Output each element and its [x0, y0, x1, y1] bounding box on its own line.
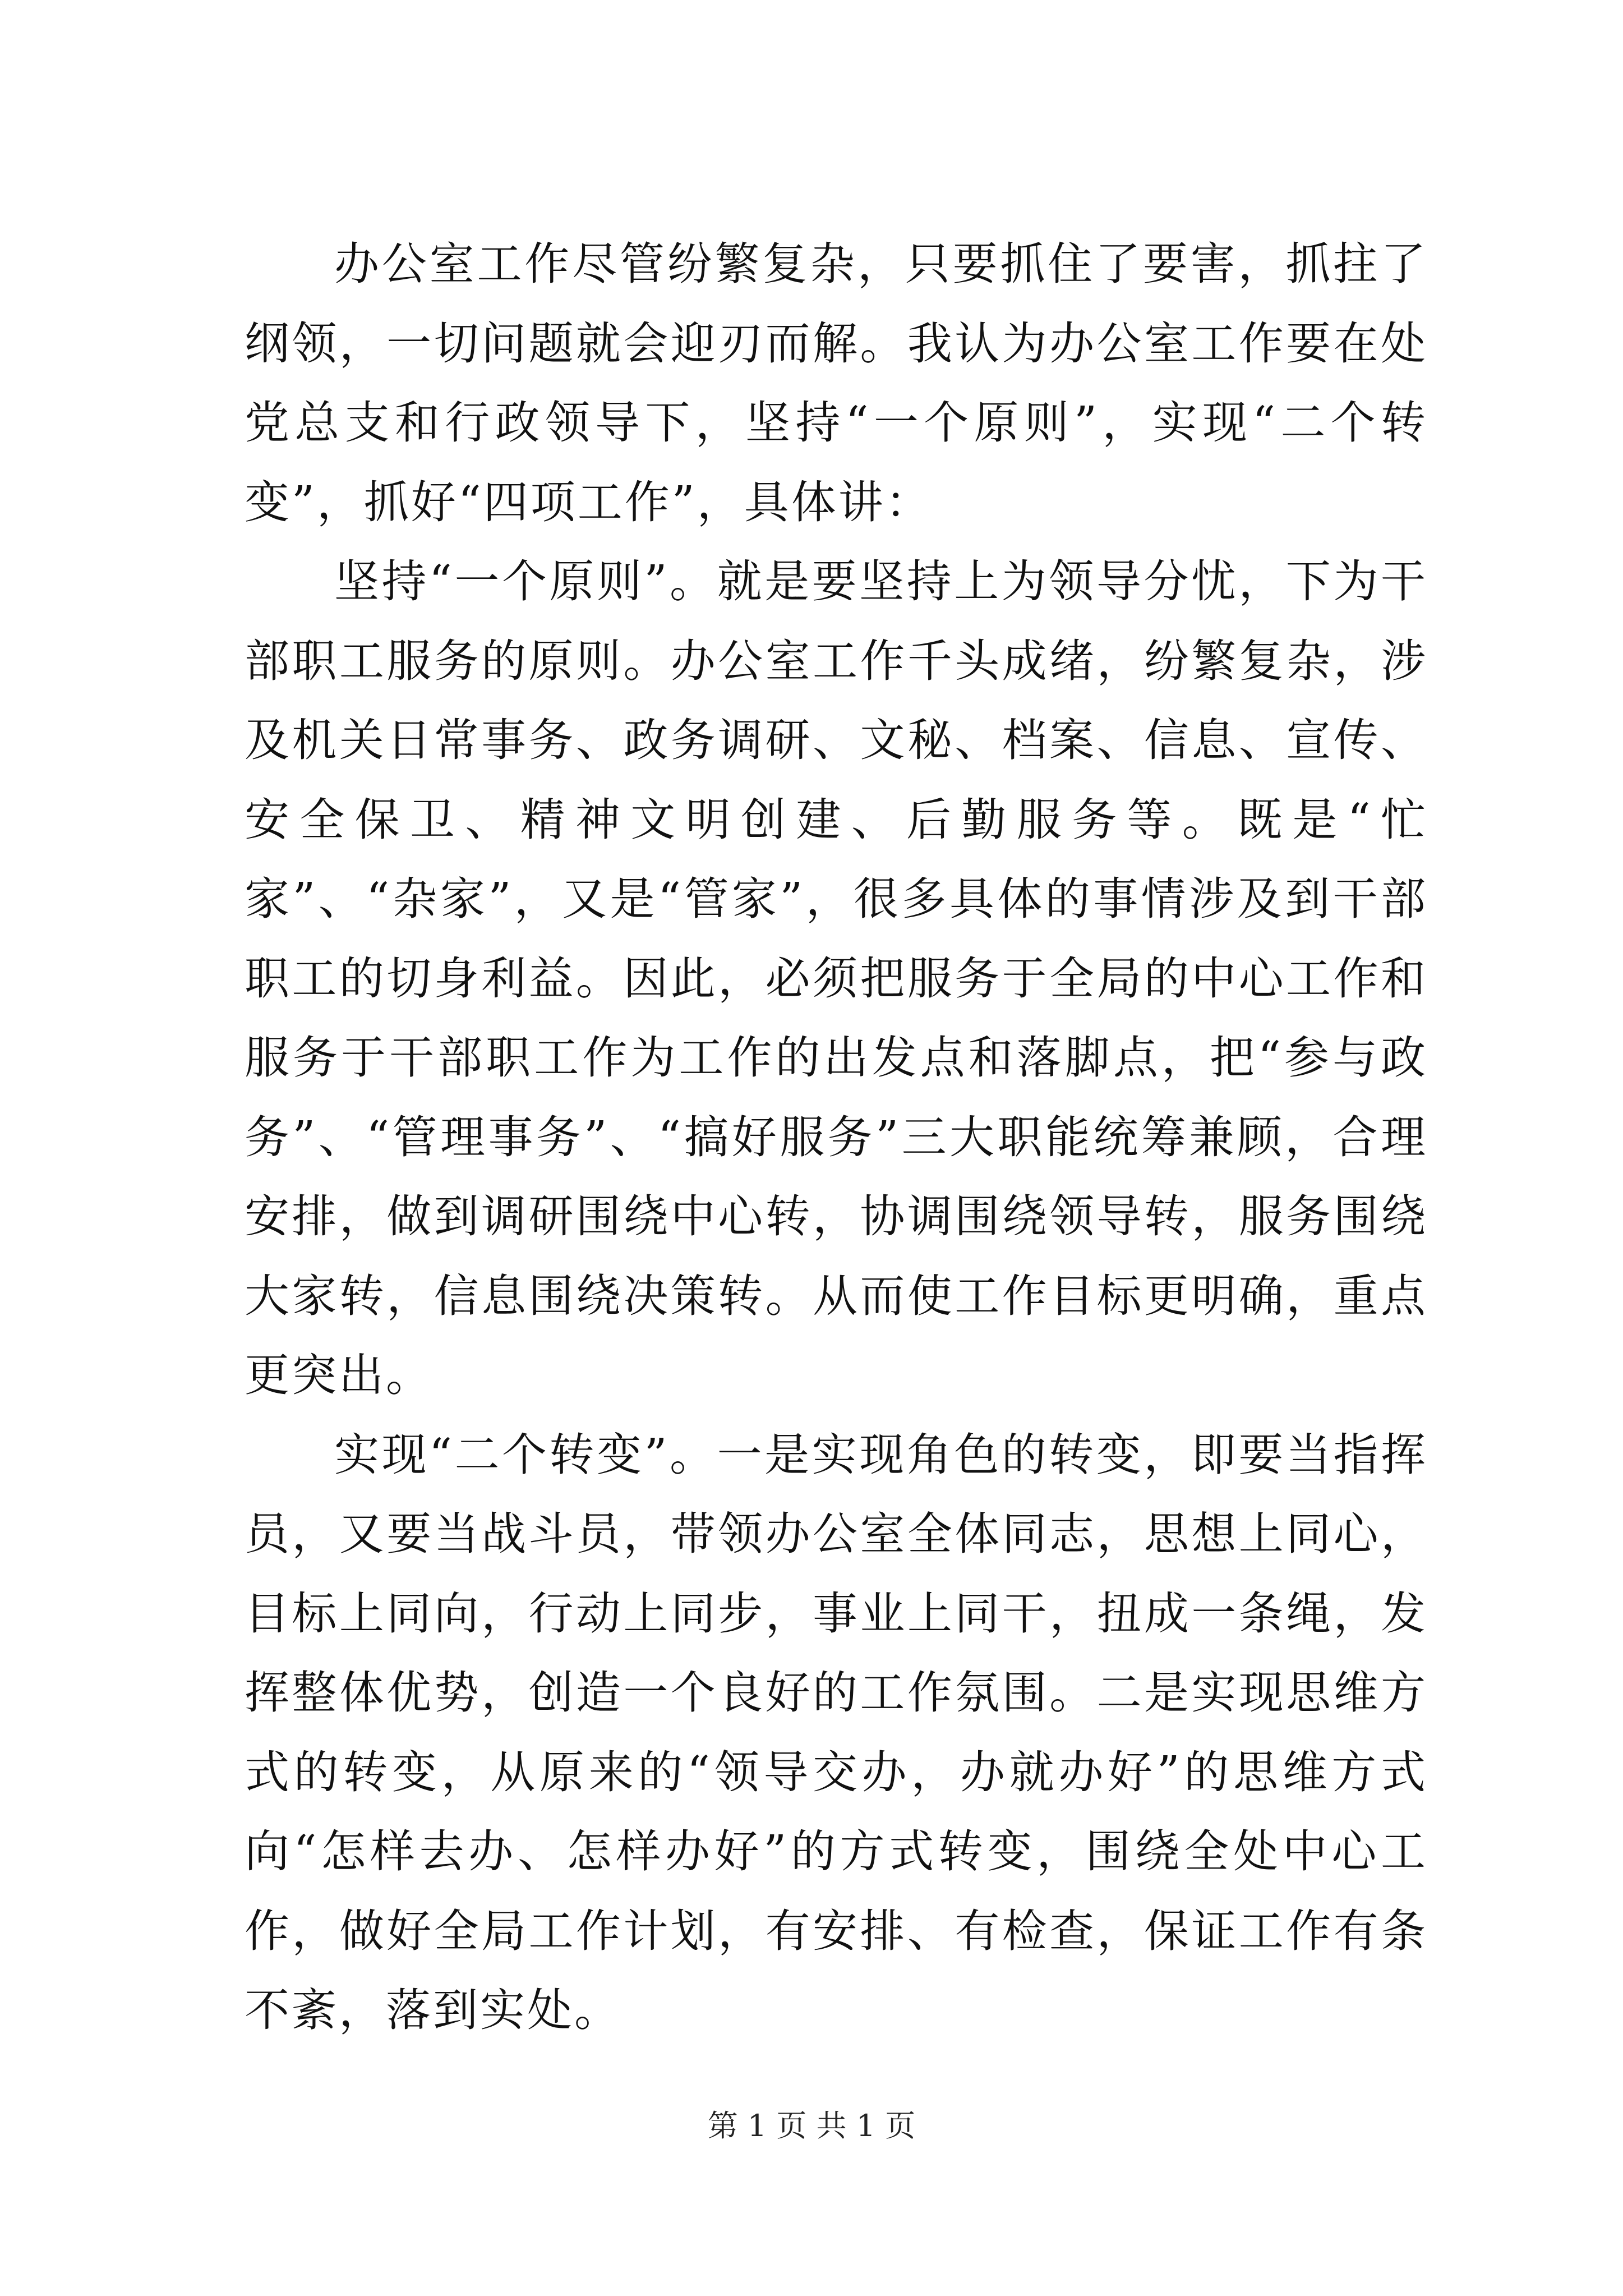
- paragraph-intro: 办公室工作尽管纷繁复杂，只要抓住了要害，抓拄了纲领，一切问题就会迎刃而解。我认为办公室工作要在处党总支和行政领导下，坚持“一个原则”，实现“二个转变”，抓好“四项工作”，具体讲：: [245, 238, 1428, 528]
- paragraph-transformations: 实现“二个转变”。一是实现角色的转变，即要当指挥员，又要当战斗员，带领办公室全体同志，思想上同心，目标上同向，行动上同步，事业上同干，扭成一条绳，发挥整体优势，创造一个良好的工作氛围。二是实现思维方式的转变，从原来的“领导交办，办就办好”的思维方式向“怎样去办、怎样办好”的方式转变，围绕全处中心工作，做好全局工作计划，有安排、有检查，保证工作有条不紊，落到实处。: [245, 1428, 1428, 2036]
- paragraph-principle: 坚持“一个原则”。就是要坚持上为领导分忧，下为干部职工服务的原则。办公室工作千头成绪，纷繁复杂，涉及机关日常事务、政务调研、文秘、档案、信息、宣传、安全保卫、精神文明创建、后勤服务等。既是“忙家”、“杂家”，又是“管家”，很多具体的事情涉及到干部职工的切身利益。因此，必须把服务于全局的中心工作和服务于干部职工作为工作的出发点和落脚点，把“参与政务”、“管理事务”、“搞好服务”三大职能统筹兼顾，合理安排，做到调研围绕中心转，协调围绕领导转，服务围绕大家转，信息围绕决策转。从而使工作目标更明确，重点更突出。: [245, 555, 1428, 1401]
- page-number-footer: 第 1 页 共 1 页: [707, 2108, 916, 2143]
- document-body: [245, 224, 1428, 2050]
